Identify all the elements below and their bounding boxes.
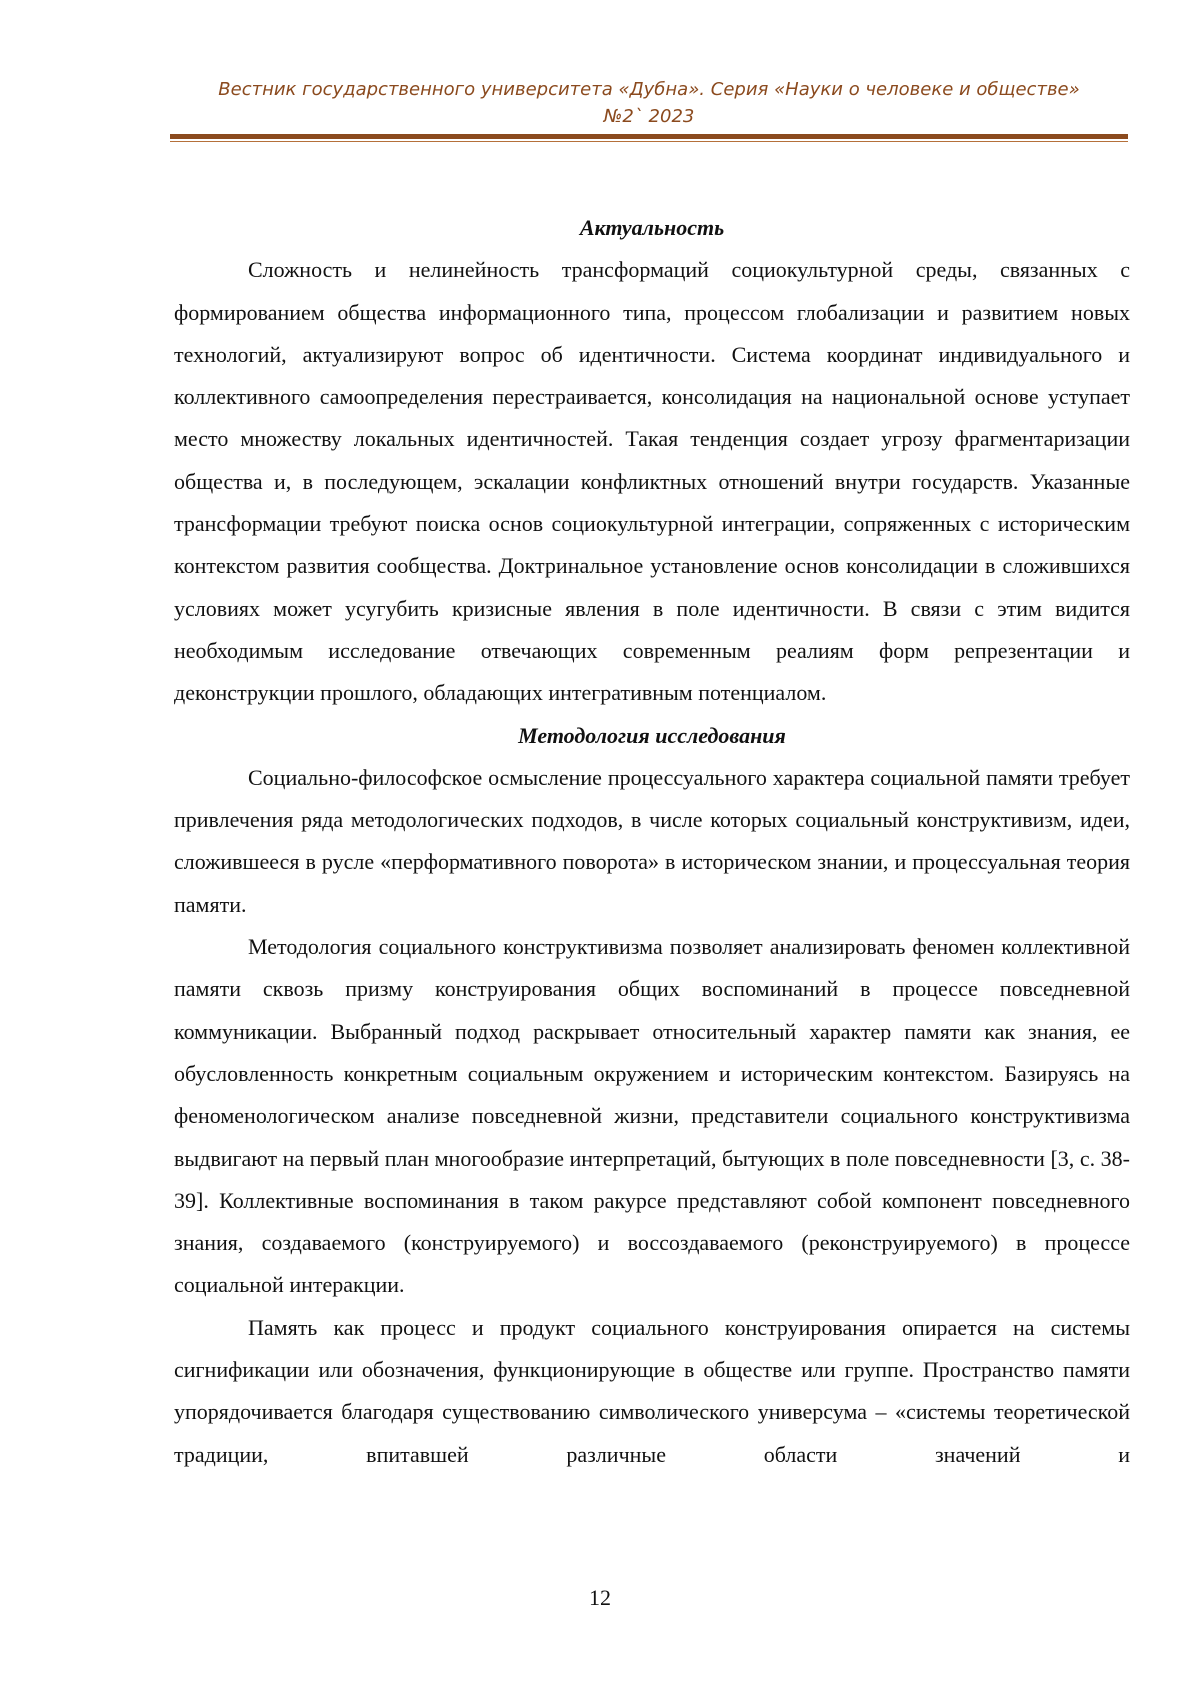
section-heading-methodology: Методология исследования: [518, 722, 786, 748]
journal-title-line: Вестник государственного университета «Дубна». Серия «Науки о человеке и обществе»: [218, 79, 1080, 100]
paragraph-methodology-3: Память как процесс и продукт социального конструирования опирается на системы сигнификации или обозначения, функционирующие в обществе или группе. Пространство памяти упорядочивается благодаря существованию символического универсума – «системы теоретической традиции, впитавшей различные области значений и: [174, 1314, 1130, 1467]
header-rule-thin: [170, 141, 1128, 142]
issue-line: №2` 2023: [603, 106, 695, 127]
article-body: [174, 207, 1130, 1476]
paragraph-methodology-1: Социально-философское осмысление процессуального характера социальной памяти требует привлечения ряда методологических подходов, в числе которых социальный конструктивизм, идеи, сложившееся в русле «перформативного поворота» в историческом знании, и процессуальная теория памяти.: [174, 764, 1130, 917]
running-header: [170, 76, 1128, 130]
header-rule-thick: [170, 134, 1128, 139]
paragraph-methodology-2: Методология социального конструктивизма позволяет анализировать феномен коллективной памяти сквозь призму конструирования общих воспоминаний в процессе повседневной коммуникации. Выбранный подход раскрывает относительный характер памяти как знания, ее обусловленность конкретным социальным окружением и историческим контекстом. Базируясь на феноменологическом анализе повседневной жизни, представители социального конструктивизма выдвигают на первый план многообразие интерпретаций, бытующих в поле повседневности [3, с. 38-39]. Коллективные воспоминания в таком ракурсе представляют собой компонент повседневного знания, создаваемого (конструируемого) и воссоздаваемого (реконструируемого) в процессе социальной интеракции.: [174, 934, 1130, 1298]
paragraph-relevance-1: Сложность и нелинейность трансформаций социокультурной среды, связанных с формированием общества информационного типа, процессом глобализации и развитием новых технологий, актуализируют вопрос об идентичности. Система координат индивидуального и коллективного самоопределения перестраивается, консолидация на национальной основе уступает место множеству локальных идентичностей. Такая тенденция создает угрозу фрагментаризации общества и, в последующем, эскалации конфликтных отношений внутри государств. Указанные трансформации требуют поиска основ социокультурной интеграции, сопряженных с историческим контекстом развития сообщества. Доктринальное установление основ консолидации в сложившихся условиях может усугубить кризисные явления в поле идентичности. В связи с этим видится необходимым исследование отвечающих современным реалиям форм репрезентации и деконструкции прошлого, обладающих интегративным потенциалом.: [174, 257, 1130, 706]
page-number: 12: [589, 1585, 611, 1610]
section-heading-relevance: Актуальность: [579, 215, 725, 240]
